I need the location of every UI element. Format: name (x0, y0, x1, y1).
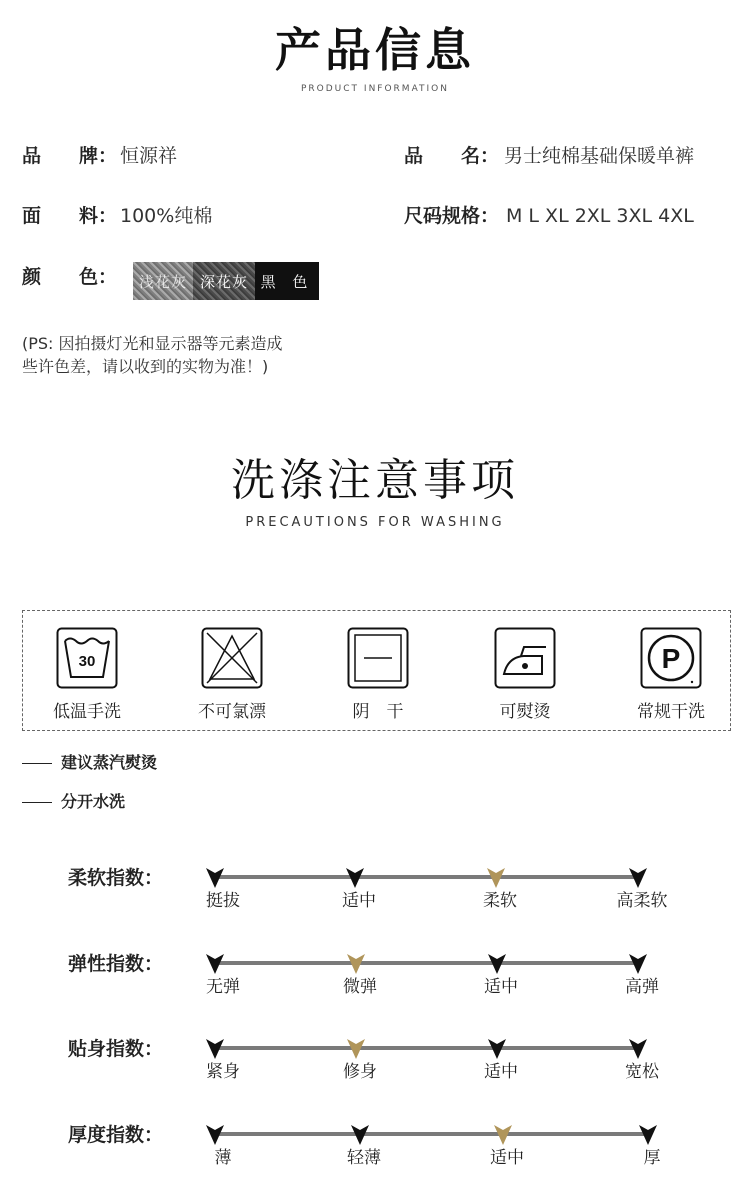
tip-text: 建议蒸汽熨烫 (61, 753, 158, 772)
tip-steam-iron (22, 752, 157, 774)
tip-text: 分开水洗 (61, 792, 126, 811)
index-marker (628, 1038, 648, 1060)
product-name-label: 品 名： (404, 145, 500, 167)
index-tick-label: 厚 (643, 1148, 661, 1168)
product-name-value: 男士纯棉基础保暖单裤 (504, 145, 695, 167)
index-tick-label: 适中 (490, 1148, 524, 1168)
index-marker (205, 1124, 225, 1146)
care-label-iron: 可熨烫 (499, 702, 551, 722)
index-marker-selected (486, 867, 506, 889)
washing-title: 洗涤注意事项 (231, 455, 519, 506)
material-label: 面 料： (22, 205, 118, 227)
no-bleach-icon (201, 627, 263, 689)
dry-clean-letter: P (661, 643, 681, 674)
care-label-dry-clean: 常规干洗 (637, 702, 705, 722)
product-info-subtitle: PRODUCT INFORMATION (300, 84, 450, 94)
index-marker (205, 867, 225, 889)
size-label: 尺码规格： (404, 205, 500, 227)
index-tick-label: 无弹 (206, 977, 240, 997)
color-swatches (133, 262, 319, 300)
care-label-no-bleach: 不可氯漂 (198, 702, 266, 722)
color-swatch-dark-heather[interactable]: 深花灰 (193, 262, 255, 300)
index-track (215, 1046, 638, 1050)
care-item-dry-clean (621, 627, 721, 723)
size-value: M L XL 2XL 3XL 4XL (506, 205, 694, 227)
index-tick-label: 高柔软 (616, 891, 668, 911)
index-marker (205, 953, 225, 975)
material-value: 100%纯棉 (120, 205, 213, 227)
color-swatch-light-heather[interactable]: 浅花灰 (133, 262, 193, 300)
index-tick-label: 高弹 (625, 977, 659, 997)
index-tick-label: 修身 (343, 1062, 377, 1082)
index-marker (487, 953, 507, 975)
index-label: 柔软指数： (68, 867, 164, 889)
dry-clean-p-icon (640, 627, 702, 689)
index-label: 厚度指数： (68, 1124, 164, 1146)
index-tick-label: 适中 (484, 1062, 518, 1082)
wash-30-icon (56, 627, 118, 689)
index-tick-label: 柔软 (483, 891, 517, 911)
color-swatch-black[interactable]: 黑 色 (255, 262, 319, 300)
index-tick-label: 紧身 (206, 1062, 240, 1082)
index-tick-label: 挺拔 (206, 891, 240, 911)
care-label-shade-dry: 阴 干 (352, 702, 404, 722)
index-marker (487, 1038, 507, 1060)
index-marker-selected (493, 1124, 513, 1146)
index-marker-selected (346, 1038, 366, 1060)
index-marker (628, 953, 648, 975)
index-label: 贴身指数： (68, 1038, 164, 1060)
product-info-title: 产品信息 (275, 23, 475, 77)
index-marker-selected (346, 953, 366, 975)
index-tick-label: 宽松 (625, 1062, 659, 1082)
index-track (215, 875, 638, 879)
color-disclaimer-note (22, 332, 332, 378)
tip-dash (22, 802, 52, 803)
index-tick-label: 适中 (342, 891, 376, 911)
care-item-no-bleach (182, 627, 282, 723)
care-label-hand-wash: 低温手洗 (53, 702, 121, 722)
washing-subtitle: PRECAUTIONS FOR WASHING (245, 515, 505, 530)
brand-label: 品 牌： (22, 145, 118, 167)
brand-value: 恒源祥 (120, 145, 178, 167)
care-item-iron (475, 627, 575, 723)
tip-dash (22, 763, 52, 764)
shade-dry-icon (347, 627, 409, 689)
index-marker (205, 1038, 225, 1060)
wash-temperature: 30 (78, 653, 96, 670)
care-item-shade-dry (328, 627, 428, 723)
index-marker (350, 1124, 370, 1146)
index-label: 弹性指数： (68, 953, 164, 975)
index-marker (628, 867, 648, 889)
index-track (215, 961, 638, 965)
index-tick-label: 微弹 (343, 977, 377, 997)
iron-icon (494, 627, 556, 689)
index-tick-label: 薄 (214, 1148, 232, 1168)
index-marker (638, 1124, 658, 1146)
index-track (215, 1132, 648, 1136)
color-disclaimer-line1: (PS: 因拍摄灯光和显示器等元素造成 (22, 334, 283, 353)
tip-wash-separately (22, 791, 125, 813)
care-item-hand-wash (37, 627, 137, 723)
color-disclaimer-line2: 些许色差，请以收到的实物为准！) (22, 357, 269, 376)
index-tick-label: 适中 (484, 977, 518, 997)
index-marker (345, 867, 365, 889)
color-label: 颜 色： (22, 266, 118, 288)
index-tick-label: 轻薄 (347, 1148, 381, 1168)
care-symbols-panel (22, 610, 731, 731)
